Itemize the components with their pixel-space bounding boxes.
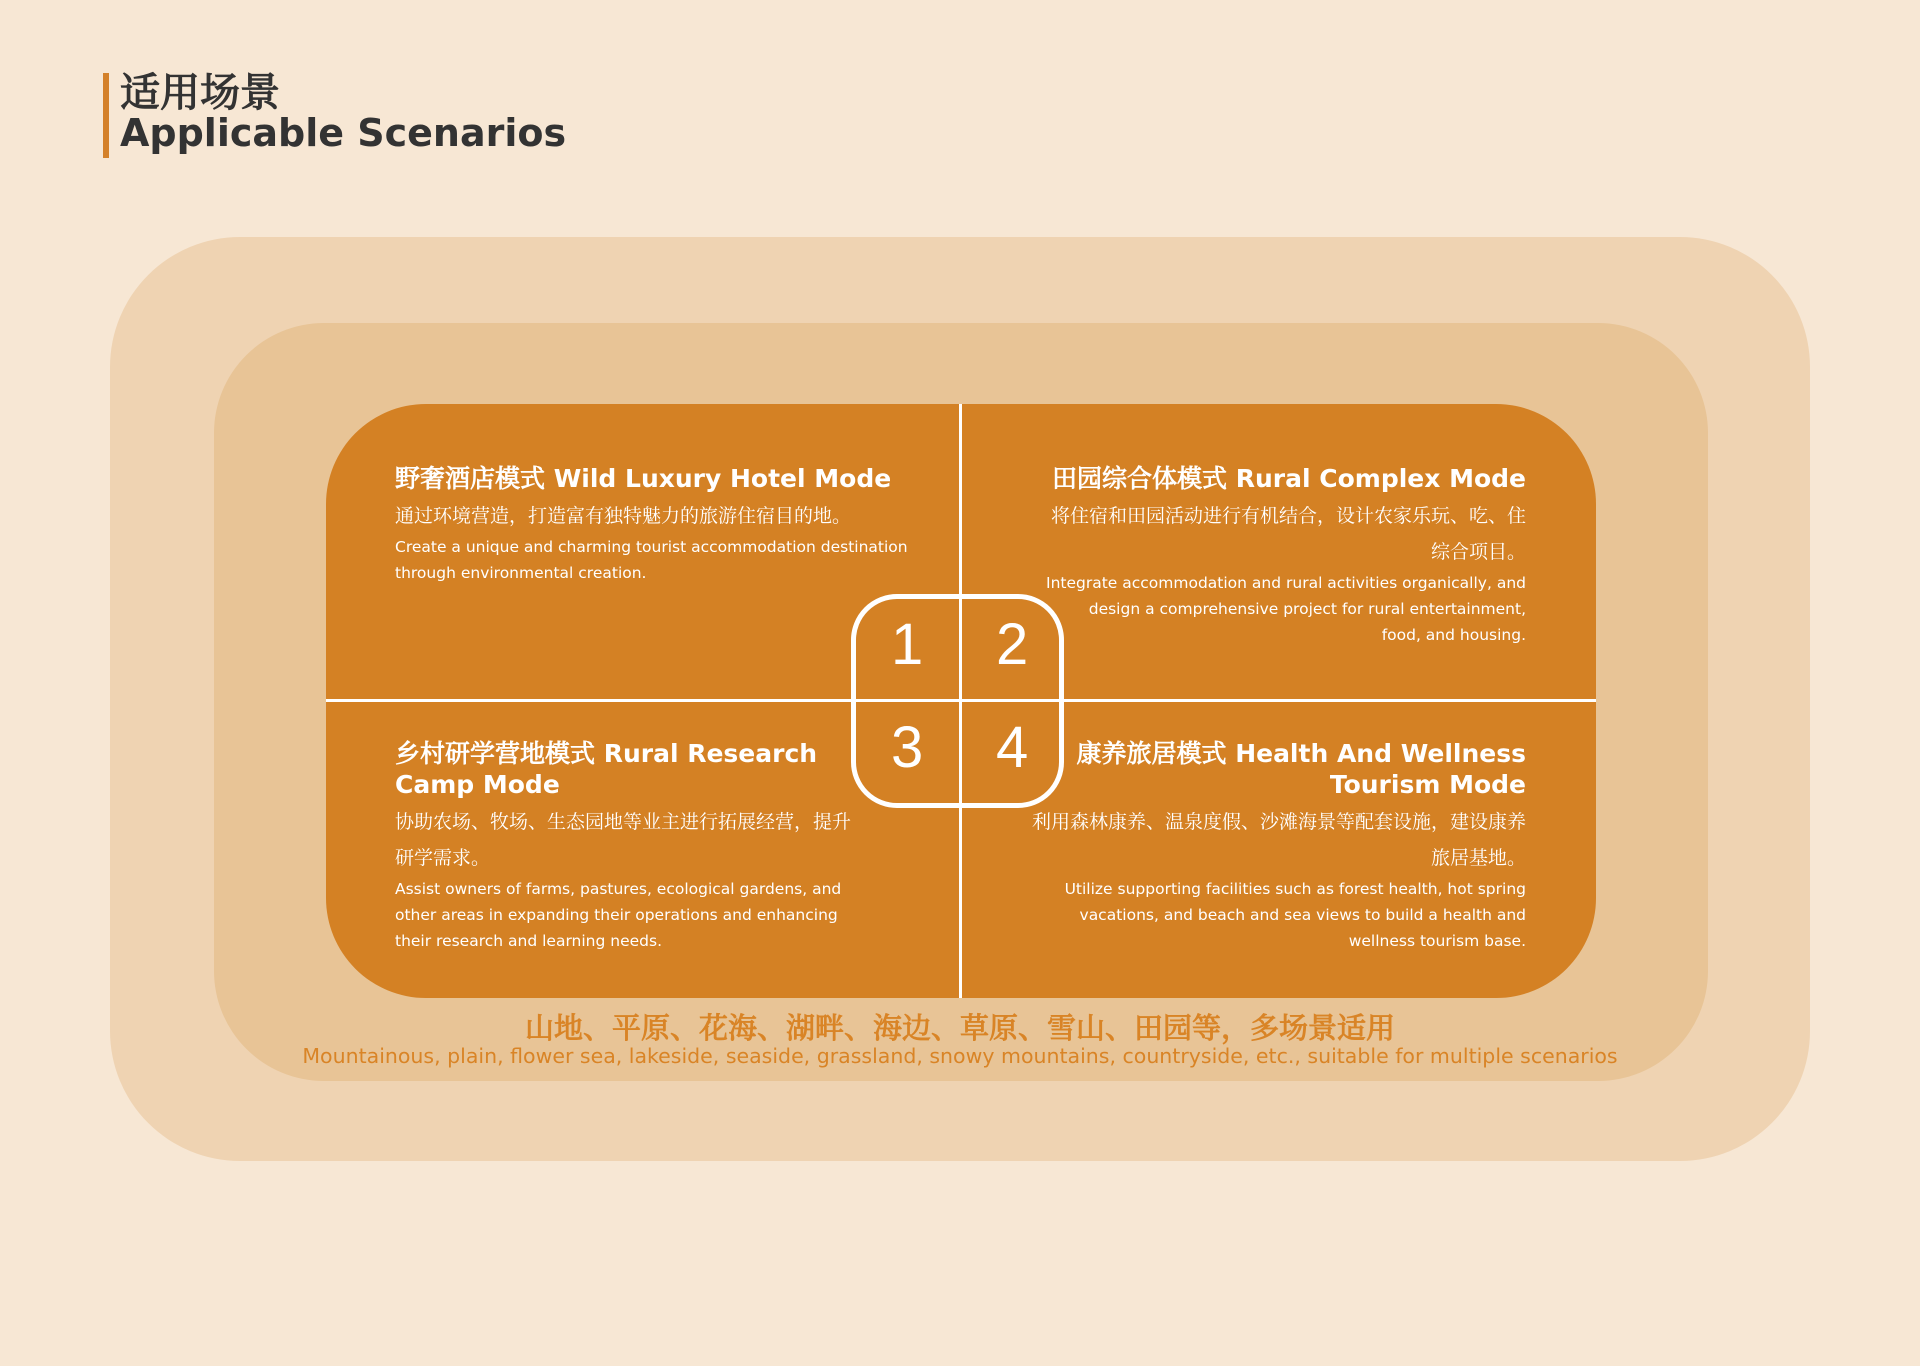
modes-core-panel <box>326 404 1596 998</box>
number-2: 2 <box>996 612 1029 677</box>
mode-desc-cn: 将住宿和田园活动进行有机结合，设计农家乐玩、吃、住综合项目。 <box>1050 505 1526 563</box>
mode-desc-cn: 利用森林康养、温泉度假、沙滩海景等配套设施，建设康养旅居基地。 <box>1031 811 1526 869</box>
mode-desc-en: Utilize supporting facilities such as forest health, hot spring vacations, and beach and sea views to build a health and wellness tourism base. <box>1064 880 1526 950</box>
center-number-grid <box>851 594 1064 808</box>
mode-desc-cn: 协助农场、牧场、生态园地等业主进行拓展经营，提升研学需求。 <box>395 811 852 869</box>
scenarios-summary-en: Mountainous, plain, flower sea, lakeside, seaside, grassland, snowy mountains, countryside, etc., suitable for multiple scenarios <box>302 1044 1618 1068</box>
number-1: 1 <box>891 612 924 677</box>
title-accent-bar <box>103 73 109 158</box>
mode-card-health-wellness-tourism <box>1026 738 1526 954</box>
mode-title: 康养旅居模式 Health And Wellness Tourism Mode <box>1076 739 1526 799</box>
mode-desc-en: Create a unique and charming tourist accommodation destination through environmental creation. <box>395 538 908 582</box>
mode-card-rural-research-camp <box>395 738 865 954</box>
number-3: 3 <box>891 715 924 780</box>
mode-desc-en: Assist owners of farms, pastures, ecological gardens, and other areas in expanding their operations and enhancing their research and learning needs. <box>395 880 842 950</box>
scenarios-summary-cn: 山地、平原、花海、湖畔、海边、草原、雪山、田园等，多场景适用 <box>524 1011 1395 1045</box>
page-title-en: Applicable Scenarios <box>120 111 567 155</box>
mode-desc-en: Integrate accommodation and rural activities organically, and design a comprehensive project for rural entertainment, food, and housing. <box>1046 574 1526 644</box>
mode-title: 田园综合体模式 Rural Complex Mode <box>1052 464 1526 493</box>
mode-title: 野奢酒店模式 Wild Luxury Hotel Mode <box>395 464 892 493</box>
mode-desc-cn: 通过环境营造，打造富有独特魅力的旅游住宿目的地。 <box>395 505 852 527</box>
number-4: 4 <box>996 715 1029 780</box>
page-title-cn: 适用场景 <box>120 70 280 116</box>
mode-title: 乡村研学营地模式 Rural Research Camp Mode <box>395 739 818 799</box>
mode-card-rural-complex <box>1046 463 1526 648</box>
mode-card-wild-luxury-hotel <box>395 463 915 586</box>
